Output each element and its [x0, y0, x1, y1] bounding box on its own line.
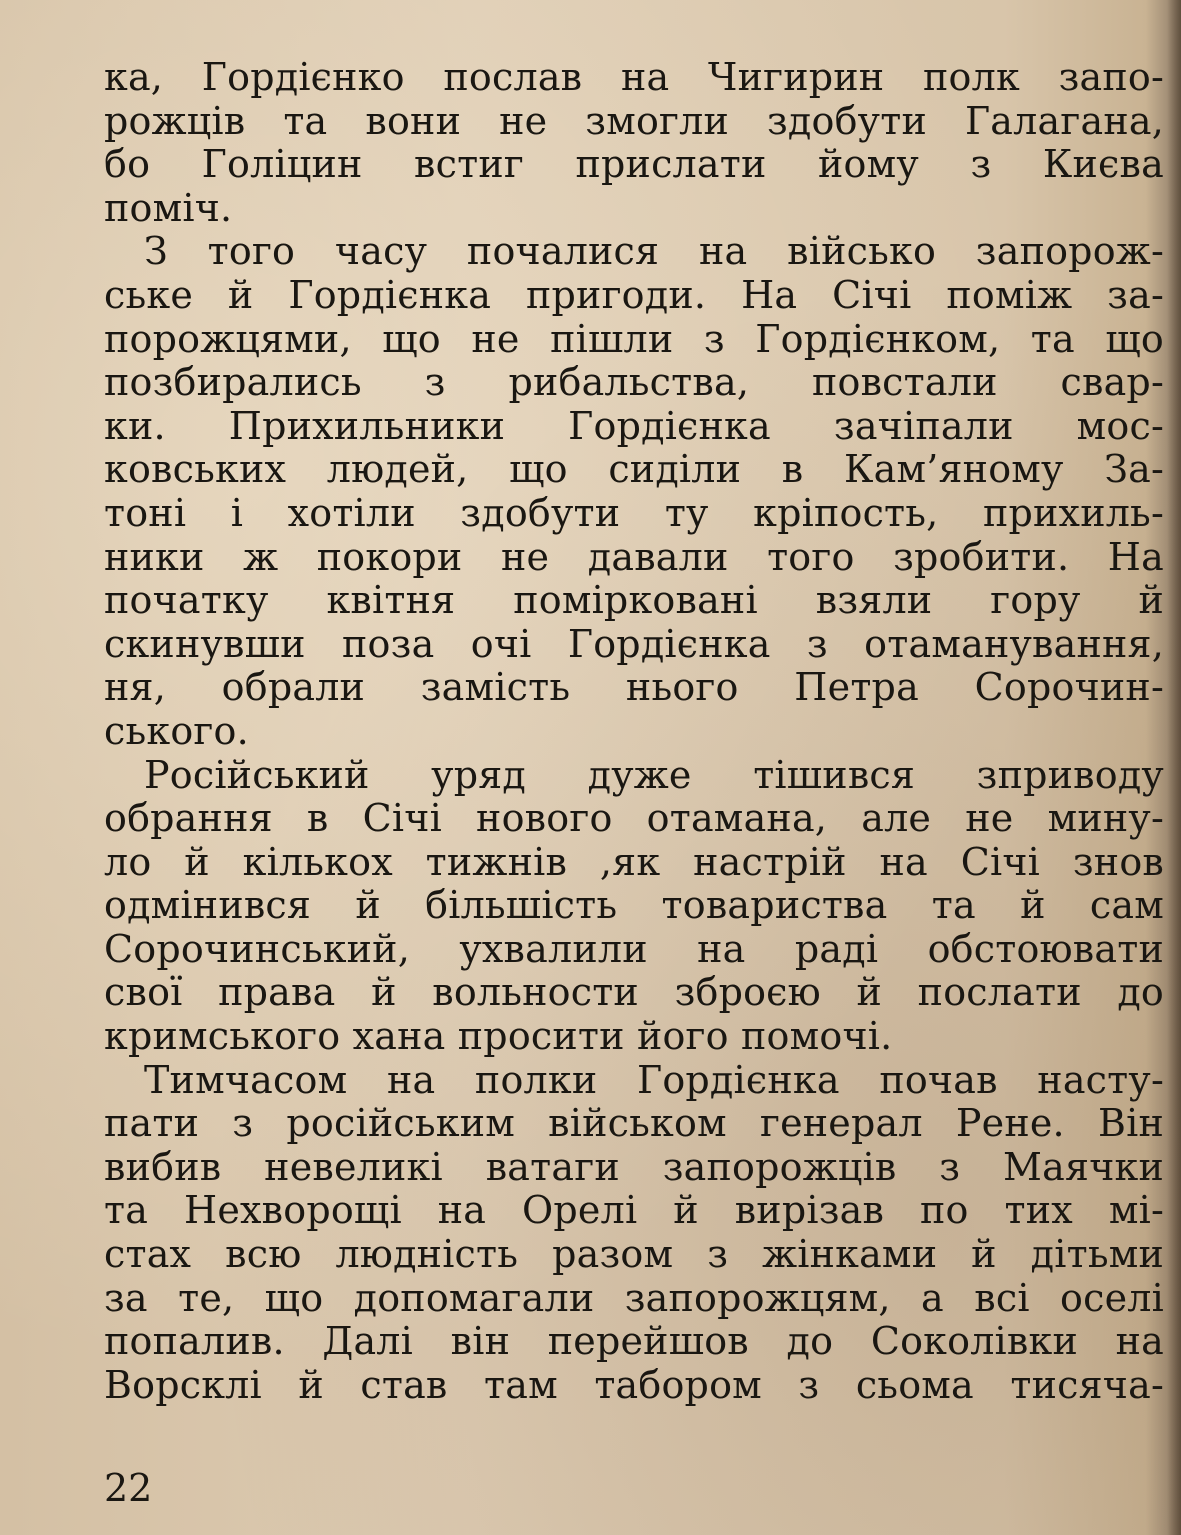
text-line: ковських людей, що сиділи в Кам’яному За-: [104, 448, 1164, 492]
text-line: попалив. Далі він перейшов до Соколівки на: [104, 1320, 1164, 1364]
text-line: порожцями, що не пішли з Гордієнком, та що: [104, 317, 1164, 361]
text-line: одмінився й більшість товариства та й сам: [104, 884, 1164, 928]
text-line: свої права й вольности зброєю й послати до: [104, 971, 1164, 1015]
page-number: 22: [104, 1466, 153, 1510]
text-line: стах всю людність разом з жінками й дітьми: [104, 1233, 1164, 1277]
text-line: Тимчасом на полки Гордієнка почав насту-: [144, 1058, 1164, 1102]
text-line: бо Голіцин встиг прислати йому з Києва: [104, 143, 1164, 187]
text-line: ське й Гордієнка пригоди. На Січі поміж за-: [104, 273, 1164, 317]
text-line: ки. Прихильники Гордієнка зачіпали мос-: [104, 404, 1164, 448]
text-line: ка, Гордієнко послав на Чигирин полк запо-: [104, 56, 1164, 99]
text-line: кримського хана просити його помочі.: [104, 1015, 893, 1059]
text-line: ського.: [104, 709, 249, 753]
text-line: пати з російським військом генерал Рене. Він: [104, 1102, 1164, 1146]
text-line: та Нехворощі на Орелі й вирізав по тих мі-: [104, 1189, 1164, 1233]
text-line: за те, що допомагали запорожцям, а всі оселі: [104, 1276, 1164, 1320]
text-line: Ворсклі й став там табором з сьома тисяча-: [104, 1363, 1164, 1407]
text-line: рожців та вони не змогли здобути Галагана,: [104, 99, 1164, 143]
body-text: [104, 56, 1164, 1407]
text-line: Російський уряд дуже тішився зприводу: [144, 753, 1164, 797]
text-line: вибив невеликі ватаги запорожців з Маячки: [104, 1145, 1164, 1189]
text-line: початку квітня помірковані взяли гору й: [104, 579, 1164, 623]
text-line: З того часу почалися на військо запорож-: [144, 230, 1164, 274]
page-spine-shadow: [1167, 0, 1181, 1535]
text-line: позбирались з рибальства, повстали свар-: [104, 361, 1164, 405]
text-line: обрання в Січі нового отамана, але не мину-: [104, 797, 1164, 841]
text-line: ло й кількох тижнів ,як настрій на Січі знов: [104, 840, 1164, 884]
text-line: скинувши поза очі Гордієнка з отаманування,: [104, 622, 1164, 666]
text-line: тоні і хотіли здобути ту кріпость, прихиль-: [104, 491, 1164, 535]
text-line: ники ж покори не давали того зробити. На: [104, 535, 1164, 579]
text-line: Сорочинський, ухвалили на раді обстоювати: [104, 927, 1164, 971]
text-line: ня, обрали замість нього Петра Сорочин-: [104, 666, 1164, 710]
text-line: поміч.: [104, 186, 233, 230]
